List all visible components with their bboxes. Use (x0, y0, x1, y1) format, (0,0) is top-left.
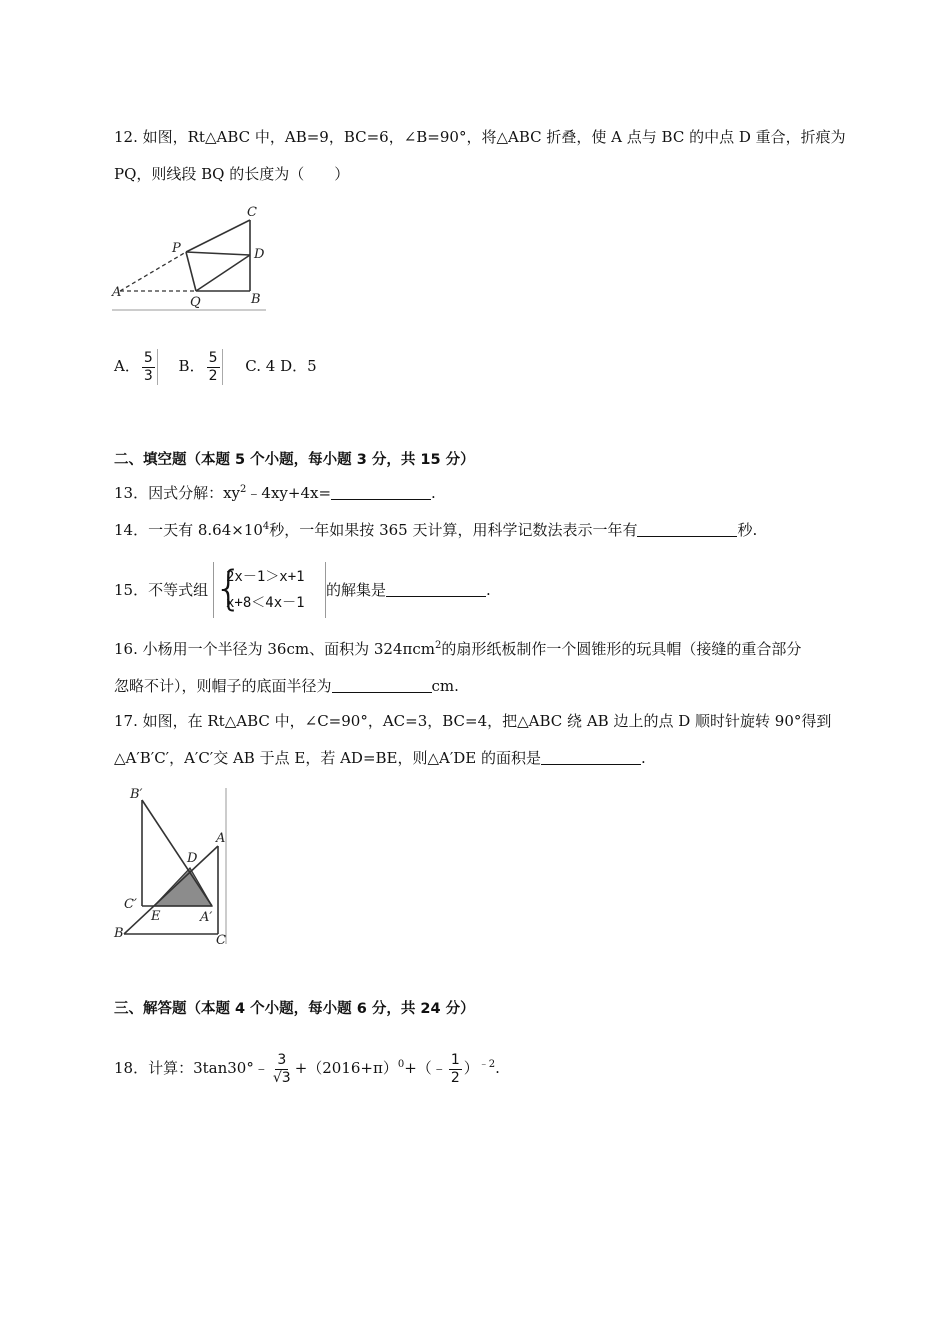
q16-end: cm. (431, 677, 459, 695)
q12-option-b-num: 5 (208, 349, 218, 366)
q12-label-b: B (251, 292, 261, 307)
q15-row2: x+8＜4x－1 (226, 595, 305, 611)
q16-line2 (114, 675, 459, 697)
q15-row1: 2x－1＞x+1 (226, 569, 305, 585)
q12-line1: 12. 如图，Rt△ABC 中，AB=9，BC=6，∠B=90°，将△ABC 折叠，使 A 点与 BC 的中点 D 重合，折痕为 (114, 128, 846, 146)
q18-text-mid2: +（﹣ (404, 1059, 447, 1077)
q13-blank (331, 483, 431, 500)
q17-line2 (114, 747, 646, 769)
q18-sup-neg2: ﹣2 (478, 1059, 496, 1070)
q13-text-post: ﹣4xy+4x= (246, 484, 332, 502)
q12-figure (108, 200, 278, 315)
section3-heading: 三、解答题（本题 4 个小题，每小题 6 分，共 24 分） (114, 1001, 475, 1017)
q12-option-cd: C. 4 D．5 (245, 357, 317, 375)
q14-text: 14．一天有 8.64×10 (114, 521, 263, 539)
q12-line-pq (186, 252, 196, 291)
q18-text: 18．计算：3tan30°﹣ (114, 1059, 269, 1077)
q17-label-ap: A′ (200, 910, 213, 925)
q13-sup: 2 (240, 484, 247, 495)
q17-label-d: D (187, 851, 198, 866)
q17-label-c: C (216, 933, 226, 948)
q14-sup: 4 (262, 521, 270, 532)
q17-figure (108, 784, 238, 949)
q15-brace: { (214, 561, 244, 615)
q12-label-p: P (172, 241, 181, 256)
q12-option-a-num: 5 (143, 349, 153, 366)
q12-option-b-den: 2 (208, 367, 218, 384)
q12-label-a: A (112, 285, 122, 300)
q18-text-mid: +（2016+π） (294, 1059, 398, 1077)
q16-text: 16. 小杨用一个半径为 36cm、面积为 324πcm (114, 640, 435, 658)
q18-fraction-2-den: 2 (450, 1069, 460, 1086)
q12-label-c: C (247, 205, 257, 220)
q15-blank (386, 580, 486, 597)
q12-label-d: D (254, 247, 265, 262)
q17-label-b: B (114, 926, 124, 941)
q17-end: . (641, 749, 646, 767)
q12-line-ap-dashed (120, 252, 186, 291)
q12-option-b-fraction (207, 350, 220, 385)
q14-text-mid: 秒，一年如果按 365 天计算，用科学记数法表示一年有 (269, 521, 638, 539)
q13 (114, 482, 436, 504)
q17-shaded-triangle (154, 868, 212, 906)
q18-dot: . (495, 1059, 500, 1077)
q17-label-cp: C′ (124, 897, 137, 912)
q18-fraction-2 (449, 1052, 462, 1087)
q15-pre: 15．不等式组 (114, 581, 209, 599)
q12-options (114, 346, 317, 386)
q16-line1 (114, 638, 801, 660)
q18 (114, 1046, 500, 1090)
q12-option-a-den: 3 (143, 367, 153, 384)
q16-text-2: 忽略不计），则帽子的底面半径为 (114, 677, 332, 695)
q18-fraction-1 (271, 1052, 293, 1087)
section2-heading: 二、填空题（本题 5 个小题，每小题 3 分，共 15 分） (114, 452, 475, 468)
q15-end: . (486, 581, 491, 599)
q17-blank (541, 748, 641, 765)
q12-line-qd (196, 255, 250, 291)
q15-inequality-system (214, 562, 326, 618)
q12-line-pd (186, 252, 250, 255)
q17-text-2: △A′B′C′，A′C′交 AB 于点 E，若 AD=BE，则△A′DE 的面积是 (114, 749, 542, 767)
q16-sup: 2 (435, 640, 442, 651)
q18-fraction-1-den: √3 (272, 1069, 291, 1086)
q15-text-post: 的解集是 (326, 581, 387, 599)
q18-sup-0: 0 (397, 1059, 405, 1070)
q12-label-q: Q (190, 295, 201, 310)
q16-blank (332, 676, 432, 693)
q14-end: 秒. (737, 521, 758, 539)
q13-text: 13．因式分解：xy (114, 484, 241, 502)
q12-option-b-label: B． (178, 357, 205, 375)
q13-end: . (431, 484, 436, 502)
q17-label-a: A (216, 831, 226, 846)
q16-text-post: 的扇形纸板制作一个圆锥形的玩具帽（接缝的重合部分 (441, 640, 802, 658)
q12-line2: PQ，则线段 BQ 的长度为（ ） (114, 165, 350, 183)
q12-option-a-label: A． (114, 357, 140, 375)
q18-text-end: ） (463, 1059, 479, 1077)
q18-fraction-1-num: 3 (277, 1051, 287, 1068)
q12-line-pc (186, 220, 250, 252)
q12-option-a-fraction (142, 350, 155, 385)
q17-label-e: E (151, 909, 161, 924)
q14-blank (637, 520, 737, 537)
q18-fraction-2-num: 1 (450, 1051, 460, 1068)
q17-line1: 17. 如图，在 Rt△ABC 中，∠C=90°，AC=3，BC=4，把△ABC 绕 AB 边上的点 D 顺时针旋转 90°得到 (114, 712, 832, 730)
q14 (114, 519, 757, 541)
q17-label-bp: B′ (130, 787, 143, 802)
q15-post (326, 579, 491, 601)
